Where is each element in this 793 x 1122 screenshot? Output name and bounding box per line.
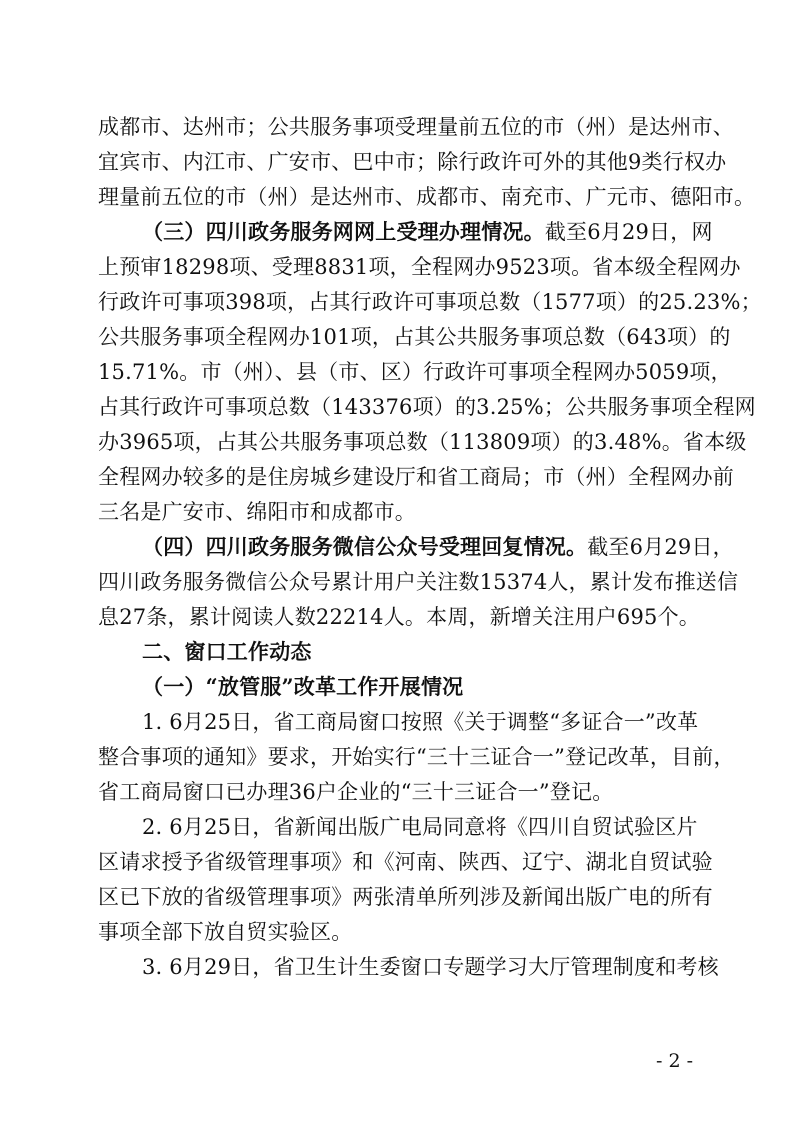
text-line: 2. 6月25日，省新闻出版广电局同意将《四川自贸试验区片 — [142, 815, 698, 839]
text-line: 1. 6月25日，省工商局窗口按照《关于调整“多证合一”改革 — [142, 710, 699, 734]
section-paragraph-3 — [142, 217, 713, 247]
text-line: 行政许可事项398项，占其行政许可事项总数（1577项）的25.23%； — [98, 290, 762, 314]
text-line: 公共服务事项全程网办101项，占其公共服务事项总数（643项）的 — [98, 325, 731, 349]
chapter-heading: 二、窗口工作动态 — [142, 640, 312, 664]
text-line: 三名是广安市、绵阳市和成都市。 — [98, 500, 416, 524]
text-line: 上预审18298项、受理8831项，全程网办9523项。省本级全程网办 — [98, 255, 741, 279]
text-line: 区已下放的省级管理事项》两张清单所列涉及新闻出版广电的所有 — [98, 885, 713, 909]
text-line: 全程网办较多的是住房城乡建设厅和省工商局；市（州）全程网办前 — [98, 465, 734, 489]
section-paragraph-4 — [142, 532, 734, 562]
text-line: 办3965项，占其公共服务事项总数（113809项）的3.48%。省本级 — [98, 430, 747, 454]
text-line: 3. 6月29日，省卫生计生委窗口专题学习大厅管理制度和考核 — [142, 955, 719, 979]
text-run: 截至6月29日，网 — [544, 220, 713, 244]
text-line: 四川政务服务微信公众号累计用户关注数15374人，累计发布推送信 — [98, 570, 739, 594]
section-heading-3: （三）四川政务服务网网上受理办理情况。 — [142, 219, 545, 244]
text-line: 省工商局窗口已办理36户企业的“三十三证合一”登记。 — [98, 780, 614, 804]
text-line: 宜宾市、内江市、广安市、巴中市；除行政许可外的其他9类行权办 — [98, 150, 727, 174]
text-line: 事项全部下放自贸实验区。 — [98, 920, 353, 944]
text-line: 成都市、达州市；公共服务事项受理量前五位的市（州）是达州市、 — [98, 115, 734, 139]
text-line: 理量前五位的市（州）是达州市、成都市、南充市、广元市、德阳市。 — [98, 185, 756, 209]
text-line: 区请求授予省级管理事项》和《河南、陕西、辽宁、湖北自贸试验 — [98, 850, 713, 874]
page-number: - 2 - — [656, 1050, 694, 1072]
text-run: 截至6月29日， — [587, 535, 734, 559]
text-line: 息27条，累计阅读人数22214人。本周，新增关注用户695个。 — [98, 605, 701, 629]
text-line: 整合事项的通知》要求，开始实行“三十三证合一”登记改革，目前， — [98, 745, 735, 769]
text-line: 占其行政许可事项总数（143376项）的3.25%；公共服务事项全程网 — [98, 395, 756, 419]
subsection-heading: （一）“放管服”改革工作开展情况 — [142, 674, 464, 699]
text-line: 15.71%。市（州）、县（市、区）行政许可事项全程网办5059项， — [98, 360, 732, 384]
section-heading-4: （四）四川政务服务微信公众号受理回复情况。 — [142, 534, 588, 559]
